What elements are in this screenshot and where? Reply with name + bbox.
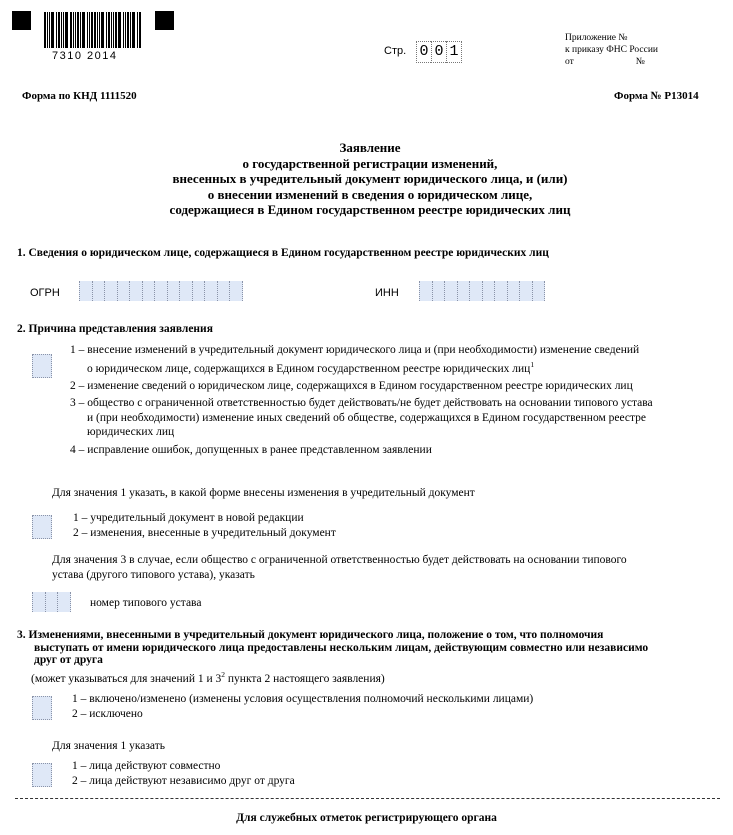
barcode-bar xyxy=(89,12,90,48)
authority-mode-option-2: 2 – лица действуют независимо друг от друга xyxy=(72,774,295,787)
entry-cell[interactable] xyxy=(532,281,546,301)
page-number-field xyxy=(416,41,462,63)
title-line: о государственной регистрации изменений, xyxy=(242,155,498,171)
reason-1-text: о юридическом лице, содержащихся в Едином государственном реестре юридических лиц xyxy=(87,362,531,375)
barcode-graphic xyxy=(44,12,146,48)
section3-note-text-end: пункта 2 настоящего заявления) xyxy=(225,672,385,685)
barcode-bar xyxy=(106,12,107,48)
form-number: Форма № Р13014 xyxy=(614,90,699,102)
entry-cell[interactable] xyxy=(519,281,532,301)
section3-heading xyxy=(17,629,717,667)
footer-label: Для служебных отметок регистрирующего органа xyxy=(236,812,497,824)
authority-change-options xyxy=(72,692,533,721)
entry-cell[interactable] xyxy=(129,281,142,301)
barcode-bar xyxy=(118,12,121,48)
entry-cell[interactable] xyxy=(432,281,445,301)
reason-1-line-a: 1 – внесение изменений в учредительный документ юридического лица и (при необходимости) изменение сведений xyxy=(70,344,640,356)
barcode-bar xyxy=(94,12,96,48)
entry-cell[interactable] xyxy=(57,592,71,612)
document-form-input[interactable] xyxy=(32,515,52,539)
charter-number-input[interactable] xyxy=(32,592,71,612)
barcode-bar xyxy=(63,12,64,48)
entry-cell[interactable] xyxy=(217,281,230,301)
reason-1-line-b xyxy=(70,358,720,376)
barcode-bar xyxy=(97,12,98,48)
barcode-bar xyxy=(80,12,81,48)
entry-cell[interactable] xyxy=(419,281,432,301)
reason-4: 4 – исправление ошибок, допущенных в ранее представленном заявлении xyxy=(70,443,432,456)
corner-marker-left xyxy=(12,11,31,30)
entry-cell[interactable] xyxy=(229,281,243,301)
barcode-bar xyxy=(56,12,57,48)
ogrn-label: ОГРН xyxy=(30,287,60,299)
reason-2: 2 – изменение сведений о юридическом лице, содержащихся в Едином государственном реестре юридических лиц xyxy=(70,379,633,392)
barcode-bar xyxy=(111,12,112,48)
barcode-bar xyxy=(123,12,124,48)
title-line: Заявление xyxy=(339,140,401,155)
barcode-bar xyxy=(75,12,76,48)
barcode-bar xyxy=(73,12,74,48)
cut-line xyxy=(15,798,720,799)
barcode-bar xyxy=(49,12,50,48)
barcode-bar xyxy=(91,12,93,48)
page-digit: 0 xyxy=(431,41,446,63)
entry-cell[interactable] xyxy=(507,281,520,301)
section2-heading: 2. Причина представления заявления xyxy=(17,323,213,335)
inn-input[interactable] xyxy=(419,281,545,301)
authority-option-1: 1 – включено/изменено (изменены условия осуществления полномочий несколькими лицами) xyxy=(72,693,534,705)
section3-note xyxy=(31,670,385,685)
barcode-bar xyxy=(127,12,129,48)
barcode-bar xyxy=(137,12,138,48)
barcode-bar xyxy=(51,12,54,48)
barcode-bar xyxy=(77,12,79,48)
barcode-bar xyxy=(61,12,62,48)
authority-mode-option-1: 1 – лица действуют совместно xyxy=(72,760,221,772)
form-knd: Форма по КНД 1111520 xyxy=(22,90,137,102)
appendix-number: № xyxy=(635,57,645,67)
entry-cell[interactable] xyxy=(204,281,217,301)
barcode-bar xyxy=(58,12,60,48)
appendix-line2: к приказу ФНС России xyxy=(565,45,658,55)
section3-heading-line-c: друг от друга xyxy=(34,654,103,666)
charter-number-label: номер типового устава xyxy=(90,597,202,609)
entry-cell[interactable] xyxy=(167,281,180,301)
title-line: внесенных в учредительный документ юридического лица, и (или) xyxy=(172,171,568,186)
section3-heading-line-b: выступать от имени юридического лица предоставлены нескольким лицам, действующим совместно или независимо xyxy=(34,641,649,654)
authority-mode-options xyxy=(72,759,295,788)
reason-3-line-b: и (при необходимости) изменение иных сведений об обществе, содержащихся в Едином государственном реестре xyxy=(87,411,647,424)
appendix-line3 xyxy=(565,56,658,68)
document-title xyxy=(60,140,680,218)
page-digit: 1 xyxy=(446,41,462,63)
document-form-option-1: 1 – учредительный документ в новой редакции xyxy=(73,512,304,524)
page-label: Стр. xyxy=(384,45,407,57)
charter-prompt-line-a: Для значения 3 в случае, если общество с ограниченной ответственностью будет действовать на основании типового xyxy=(52,554,627,566)
entry-cell[interactable] xyxy=(192,281,205,301)
barcode-bar xyxy=(132,12,135,48)
barcode-bar xyxy=(115,12,117,48)
section3-note-text: (может указываться для значений 1 и 3 xyxy=(31,672,222,685)
entry-cell[interactable] xyxy=(494,281,507,301)
entry-cell[interactable] xyxy=(79,281,92,301)
reason-list xyxy=(70,343,720,457)
entry-cell[interactable] xyxy=(32,592,45,612)
charter-prompt-line-b: устава (другого типового устава), указать xyxy=(52,568,255,581)
barcode-bar xyxy=(99,12,100,48)
barcode-bar xyxy=(130,12,131,48)
barcode-bar xyxy=(82,12,85,48)
appendix-line1: Приложение № xyxy=(565,33,628,43)
authority-change-input[interactable] xyxy=(32,696,52,720)
footnote-2: 2 xyxy=(221,670,226,679)
authority-prompt: Для значения 1 указать xyxy=(52,740,165,752)
barcode-number: 7310 2014 xyxy=(52,50,118,62)
document-form-options xyxy=(73,511,336,540)
section1-heading: 1. Сведения о юридическом лице, содержащиеся в Едином государственном реестре юридических лиц xyxy=(17,247,549,259)
entry-cell[interactable] xyxy=(104,281,117,301)
entry-cell[interactable] xyxy=(444,281,457,301)
title-line: содержащиеся в Едином государственном реестре юридических лиц xyxy=(169,202,571,217)
barcode-bar xyxy=(139,12,141,48)
entry-cell[interactable] xyxy=(154,281,167,301)
barcode-bar xyxy=(47,12,48,48)
barcode-bar xyxy=(44,12,46,48)
appendix-note xyxy=(565,32,658,68)
section3-heading-line-a: 3. Изменениями, внесенными в учредительный документ юридического лица, положение о том, что полномочия xyxy=(17,629,604,641)
barcode-bar xyxy=(108,12,110,48)
entry-cell[interactable] xyxy=(469,281,482,301)
form-prompt: Для значения 1 указать, в какой форме внесены изменения в учредительный документ xyxy=(52,487,475,499)
entry-cell[interactable] xyxy=(482,281,495,301)
ogrn-input[interactable] xyxy=(79,281,243,301)
barcode-bar xyxy=(87,12,88,48)
inn-label: ИНН xyxy=(375,287,399,299)
barcode-bar xyxy=(101,12,104,48)
page-digit: 0 xyxy=(416,41,431,63)
footnote-1: 1 xyxy=(530,359,535,369)
document-form-option-2: 2 – изменения, внесенные в учредительный документ xyxy=(73,526,336,539)
entry-cell[interactable] xyxy=(457,281,470,301)
barcode-bar xyxy=(70,12,72,48)
entry-cell[interactable] xyxy=(45,592,58,612)
authority-option-2: 2 – исключено xyxy=(72,707,143,720)
title-line: о внесении изменений в сведения о юридическом лице, xyxy=(207,186,533,202)
barcode-bar xyxy=(125,12,126,48)
reason-3-line-c: юридических лиц xyxy=(87,426,175,439)
barcode-bar xyxy=(65,12,68,48)
entry-cell[interactable] xyxy=(179,281,192,301)
reason-input[interactable] xyxy=(32,354,52,378)
reason-3-line-a: 3 – общество с ограниченной ответственностью будет действовать/не будет действовать на основании типового устава xyxy=(70,397,653,410)
authority-mode-input[interactable] xyxy=(32,763,52,787)
entry-cell[interactable] xyxy=(92,281,105,301)
entry-cell[interactable] xyxy=(142,281,155,301)
entry-cell[interactable] xyxy=(117,281,130,301)
corner-marker-right xyxy=(155,11,174,30)
appendix-from: от xyxy=(565,57,574,67)
charter-prompt xyxy=(52,553,712,582)
barcode-bar xyxy=(113,12,114,48)
